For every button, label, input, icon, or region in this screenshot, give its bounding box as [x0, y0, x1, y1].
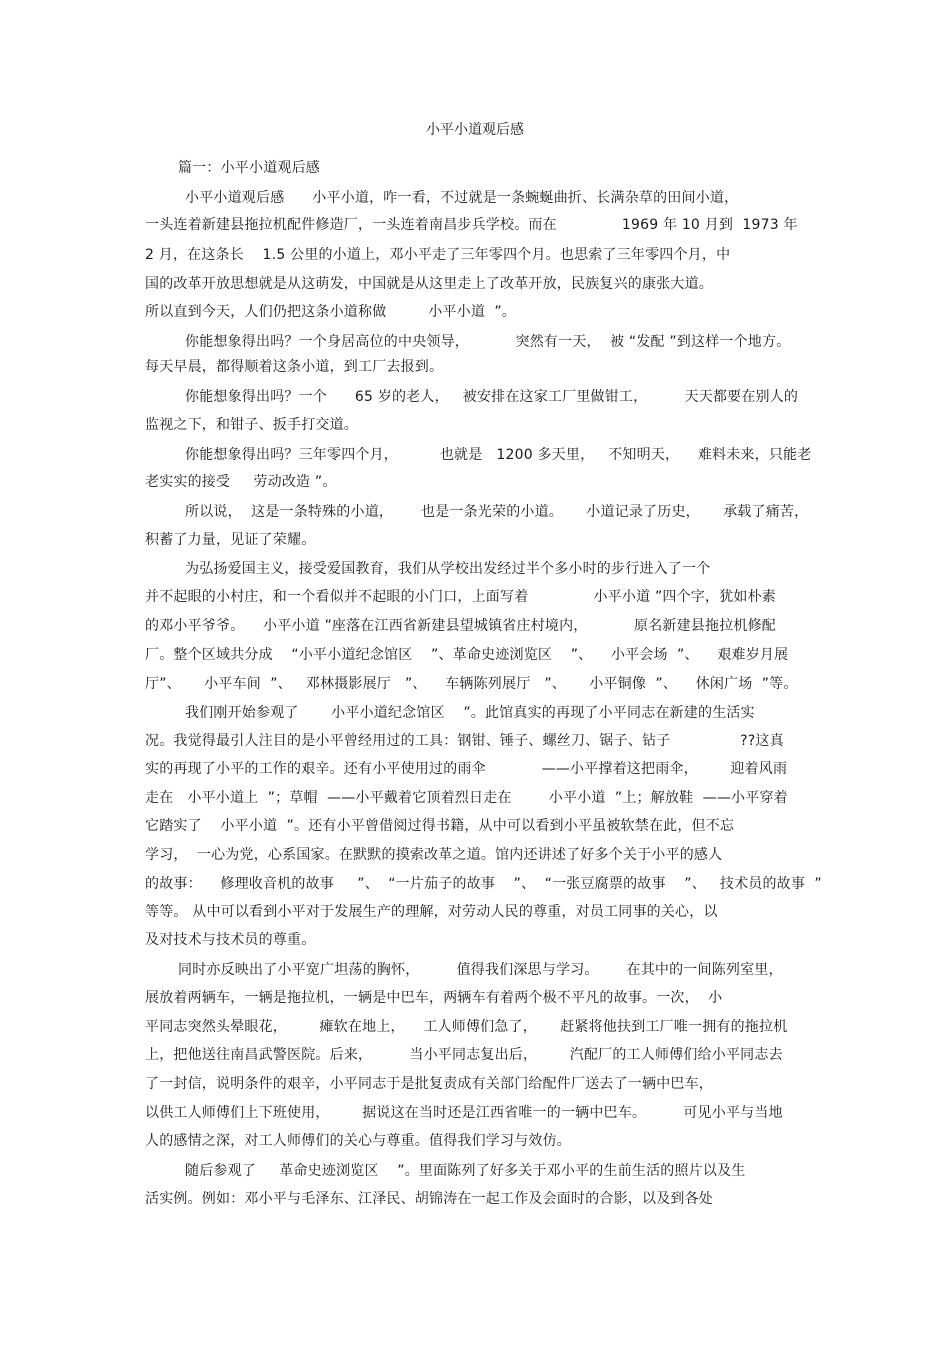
text-line: 你能想象得出吗？一个 65 岁的老人， 被安排在这家工厂里做钳工， 天天都要在别人的 — [185, 389, 799, 405]
text-line: 活实例。例如：邓小平与毛泽东、江泽民、胡锦涛在一起工作及会面时的合影，以及到各处 — [145, 1191, 713, 1207]
text-line: 人的感情之深，对工人师傅们的关心与尊重。值得我们学习与效仿。 — [145, 1133, 571, 1149]
text-line: 每天早晨，都得顺着这条小道，到工厂去报到。 — [145, 359, 444, 375]
text-line: 篇一：小平小道观后感 — [178, 160, 320, 176]
document-title: 小平小道观后感 — [426, 122, 524, 138]
text-line: 同时亦反映出了小平宽广坦荡的胸怀， 值得我们深思与学习。 在其中的一间陈列室里， — [178, 962, 783, 978]
text-line: 上，把他送往南昌武警医院。后来， 当小平同志复出后， 汽配厂的工人师傅们给小平同志去 — [145, 1047, 783, 1063]
text-line: 厂。整个区域共分成 “小平小道纪念馆区 ”、革命史迹浏览区 ”、 小平会场 ”、 艰难岁月展 — [145, 647, 789, 663]
text-line: 等等。 从中可以看到小平对于发展生产的理解，对劳动人民的尊重，对员工同事的关心，以 — [145, 904, 718, 920]
text-line: 走在 小平小道上 ”；草帽 ——小平戴着它顶着烈日走在 小平小道 ”上；解放鞋 ——小平穿着 — [145, 790, 788, 806]
text-line: 平同志突然头晕眼花， 瘫软在地上， 工人师傅们急了， 赶紧将他扶到工厂唯一拥有的拖拉机 — [145, 1019, 788, 1035]
text-line: 监视之下，和钳子、扳手打交道。 — [145, 417, 358, 433]
text-line: 随后参观了 革命史迹浏览区 ”。里面陈列了好多关于邓小平的生前生活的照片以及生 — [185, 1163, 746, 1179]
text-line: 老实实的接受 劳动改造 ”。 — [145, 474, 337, 490]
text-line: 的邓小平爷爷。 小平小道 ”座落在江西省新建县望城镇省庄村境内， 原名新建县拖拉机修配 — [145, 618, 777, 634]
text-line: 的故事： 修理收音机的故事 ”、 “一片茄子的故事 ”、 “一张豆腐票的故事 ”、 技术员的故事 ” — [145, 876, 822, 892]
text-line: 2 月，在这条长 1.5 公里的小道上，邓小平走了三年零四个月。也思索了三年零四个月，中 — [145, 247, 731, 263]
text-line: 你能想象得出吗？三年零四个月， 也就是 1200 多天里， 不知明天， 难料未来，只能老 — [185, 447, 812, 463]
text-line: 展放着两辆车，一辆是拖拉机，一辆是中巴车，两辆车有着两个极不平凡的故事。一次， 小 — [145, 990, 723, 1006]
text-line: 为弘扬爱国主义，接受爱国教育，我们从学校出发经过半个多小时的步行进入了一个 — [185, 561, 711, 577]
text-line: 厅”、 小平车间 ”、 邓林摄影展厅 ”、 车辆陈列展厅 ”、 小平铜像 ”、 休闲广场 ”等。 — [145, 676, 798, 692]
text-line: 积蓄了力量，见证了荣耀。 — [145, 532, 316, 548]
text-line: 所以说， 这是一条特殊的小道， 也是一条光荣的小道。 小道记录了历史， 承载了痛苦， — [185, 504, 809, 520]
text-line: 以供工人师傅们上下班使用， 据说这在当时还是江西省唯一的一辆中巴车。 可见小平与当地 — [145, 1105, 783, 1121]
text-line: 你能想象得出吗？一个身居高位的中央领导， 突然有一天， 被 “发配 ”到这样一个地方。 — [185, 334, 791, 350]
text-line: 并不起眼的小村庄，和一个看似并不起眼的小门口，上面写着 小平小道 ”四个字，犹如朴素 — [145, 589, 777, 605]
text-line: 了一封信，说明条件的艰辛，小平同志于是批复责成有关部门给配件厂送去了一辆中巴车， — [145, 1076, 713, 1092]
text-line: 国的改革开放思想就是从这萌发，中国就是从这里走上了改革开放，民族复兴的康张大道。 — [145, 276, 713, 292]
text-line: 它踏实了 小平小道 ”。还有小平曾借阅过得书籍，从中可以看到小平虽被软禁在此，但不忘 — [145, 818, 735, 834]
text-line: 我们刚开始参观了 小平小道纪念馆区 ”。此馆真实的再现了小平同志在新建的生活实 — [185, 705, 755, 721]
text-line: 及对技术与技术员的尊重。 — [145, 932, 316, 948]
text-line: 一头连着新建县拖拉机配件修造厂，一头连着南昌步兵学校。而在 1969 年 10 月到 1973 年 — [145, 217, 798, 233]
text-line: 学习， 一心为党，心系国家。在默默的摸索改革之道。馆内还讲述了好多个关于小平的感人 — [145, 847, 723, 863]
text-line: 况。我觉得最引人注目的是小平曾经用过的工具：钢钳、锤子、螺丝刀、锯子、钻子 ??这真 — [145, 733, 784, 749]
text-line: 所以直到今天，人们仍把这条小道称做 小平小道 ”。 — [145, 304, 517, 320]
text-line: 小平小道观后感 小平小道，咋一看，不过就是一条蜿蜒曲折、长满杂草的田间小道， — [185, 190, 739, 206]
text-line: 实的再现了小平的工作的艰辛。还有小平使用过的雨伞 ——小平撑着这把雨伞， 迎着风雨 — [145, 761, 788, 777]
